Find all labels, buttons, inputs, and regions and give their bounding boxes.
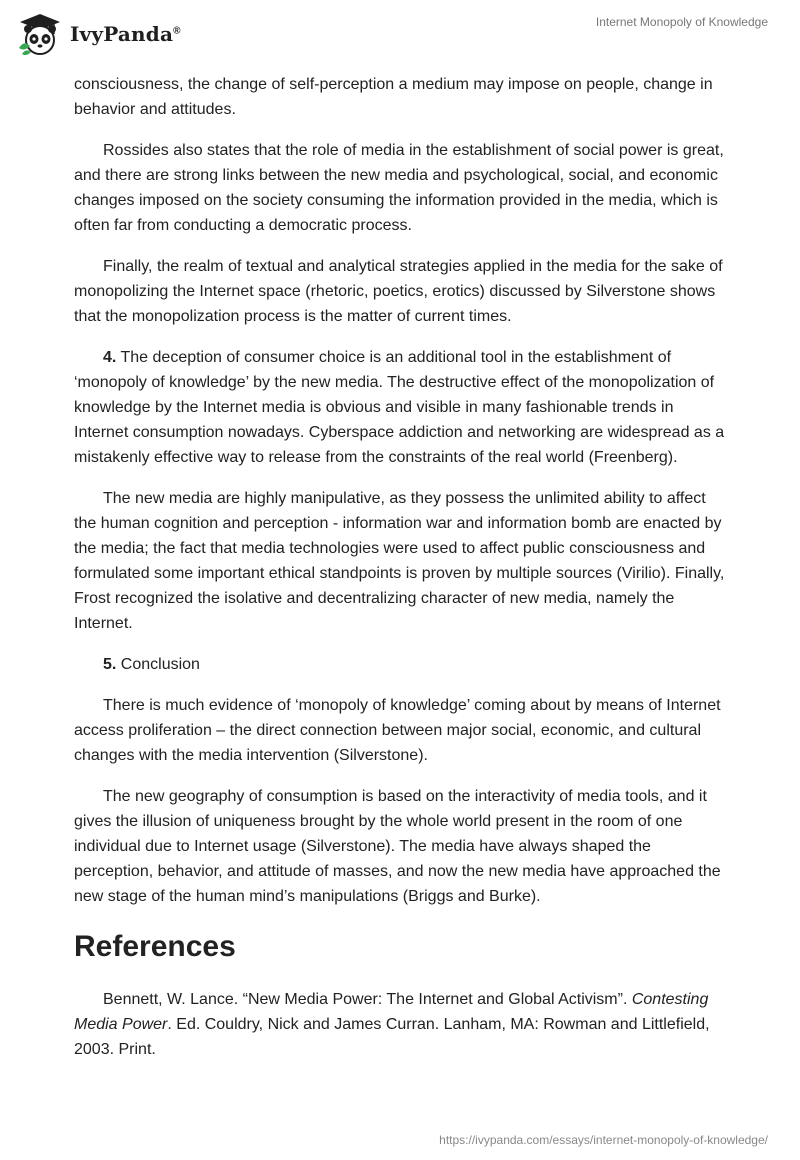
paragraph-rossides: Rossides also states that the role of media in the establishment of social power is great, and there are strong links between the new media and psychological, social, and economic changes imposed on the society consuming the information provided in the media, which is often far from conducting a democratic process. (74, 142, 724, 234)
ivypanda-logo[interactable] (16, 10, 181, 58)
references-heading: References (74, 930, 236, 963)
paragraph-geography: The new geography of consumption is based on the interactivity of media tools, and it gives the illusion of uniqueness brought by the whole world present in the room of one individual due to Internet usage (Silverstone). The media have always shaped the perception, behavior, and attitude of masses, and now the new media have approached the new stage of the human mind’s manipulations (Briggs and Burke). (74, 788, 721, 905)
reference-entry (74, 987, 730, 1062)
panda-graduate-icon (16, 10, 64, 58)
registered-mark: ® (173, 25, 181, 37)
essay-content (74, 72, 730, 1078)
section-4-text: The deception of consumer choice is an additional tool in the establishment of ‘monopoly of knowledge’ by the new media. The destructive effect of the monopolization of knowledge by the Internet media is obvious and visible in many fashionable trends in Internet consumption nowadays. Cyberspace addiction and networking are widespread as a mistakenly effective way to release from the constraints of the real world (Freenberg). (74, 349, 725, 466)
paragraph-section-4 (74, 345, 730, 470)
reference-1-authors-title: Bennett, W. Lance. “New Media Power: The Internet and Global Activism”. (103, 991, 632, 1008)
section-5-number: 5. (103, 656, 117, 673)
page-header (0, 0, 800, 66)
logo-text: IvyPanda (70, 22, 174, 46)
section-4-number: 4. (103, 349, 117, 366)
paragraph-evidence: There is much evidence of ‘monopoly of knowledge’ coming about by means of Internet access proliferation – the direct connection between major social, economic, and cultural changes with the media intervention (Silverstone). (74, 697, 721, 764)
source-url-link[interactable]: https://ivypanda.com/essays/internet-monopoly-of-knowledge/ (439, 1133, 768, 1147)
paragraph-manipulative-media: The new media are highly manipulative, as they possess the unlimited ability to affect the human cognition and perception - information war and information bomb are enacted by the media; the fact that media technologies were used to affect public consciousness and formulated some important ethical standpoints is proven by multiple sources (Virilio). Finally, Frost recognized the isolative and decentralizing character of new media, namely the Internet. (74, 490, 725, 632)
reference-1-book-title: Contesting Media Power (74, 991, 709, 1033)
section-5-title: Conclusion (116, 656, 200, 673)
reference-1-publication: . Ed. Couldry, Nick and James Curran. Lanham, MA: Rowman and Littlefield, 2003. Print. (74, 1016, 710, 1058)
paragraph-silverstone-strategies: Finally, the realm of textual and analytical strategies applied in the media for the sake of monopolizing the Internet space (rhetoric, poetics, erotics) discussed by Silverstone shows that the monopolization process is the matter of current times. (74, 258, 723, 325)
paragraph-section-5 (74, 652, 730, 677)
logo-wordmark (70, 22, 181, 46)
paragraph-continuation: consciousness, the change of self-perception a medium may impose on people, change in behavior and attitudes. (74, 76, 713, 118)
document-title: Internet Monopoly of Knowledge (595, 15, 768, 29)
